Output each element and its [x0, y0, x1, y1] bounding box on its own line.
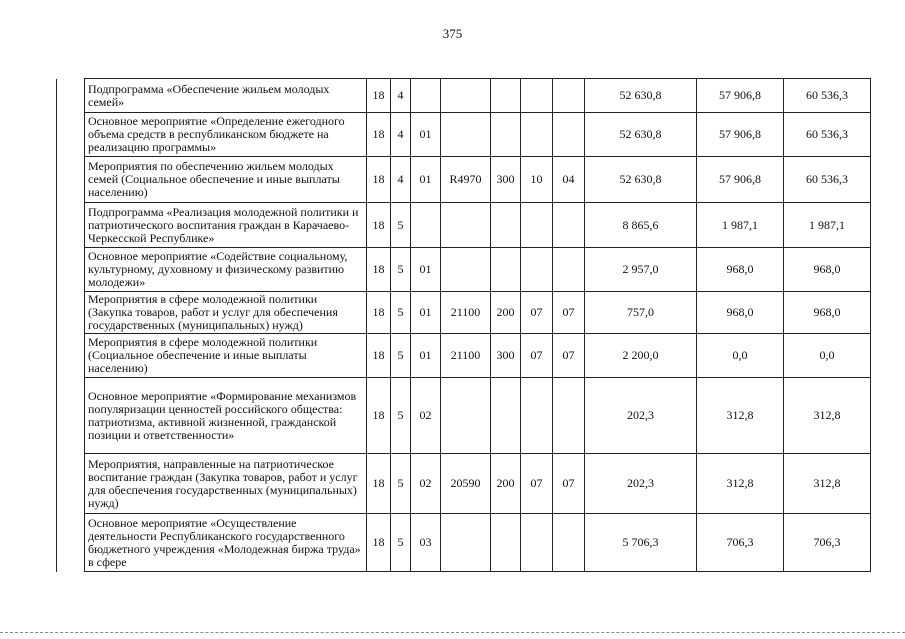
- code-cell: 18: [367, 454, 391, 514]
- table-row: [57, 79, 871, 113]
- budget-table: [56, 78, 871, 572]
- code-cell: 18: [367, 248, 391, 292]
- code-cell: 18: [367, 203, 391, 248]
- code-cell: [553, 248, 585, 292]
- code-cell: 04: [553, 157, 585, 203]
- code-cell: [553, 514, 585, 572]
- code-cell: [521, 248, 553, 292]
- code-cell: 5: [391, 248, 411, 292]
- code-cell: 18: [367, 79, 391, 113]
- amount-cell: 57 906,8: [697, 79, 784, 113]
- code-cell: 21100: [441, 334, 491, 378]
- code-cell: 4: [391, 79, 411, 113]
- amount-cell: 312,8: [784, 378, 871, 454]
- code-cell: 300: [491, 157, 521, 203]
- code-cell: [441, 113, 491, 157]
- code-cell: [521, 203, 553, 248]
- code-cell: [491, 248, 521, 292]
- code-cell: 02: [411, 454, 441, 514]
- code-cell: [411, 203, 441, 248]
- amount-cell: 2 200,0: [585, 334, 697, 378]
- amount-cell: 52 630,8: [585, 79, 697, 113]
- table-row: [57, 248, 871, 292]
- amount-cell: 5 706,3: [585, 514, 697, 572]
- amount-cell: 706,3: [697, 514, 784, 572]
- code-cell: 5: [391, 292, 411, 334]
- amount-cell: 57 906,8: [697, 157, 784, 203]
- blank-cell: [57, 248, 85, 292]
- row-name: Мероприятия в сфере молодежной политики (Социальное обеспечение и иные выплаты населению): [85, 334, 367, 378]
- amount-cell: 312,8: [697, 454, 784, 514]
- table-row: [57, 203, 871, 248]
- amount-cell: 1 987,1: [697, 203, 784, 248]
- code-cell: 02: [411, 378, 441, 454]
- code-cell: 07: [553, 334, 585, 378]
- code-cell: 01: [411, 113, 441, 157]
- code-cell: [441, 378, 491, 454]
- code-cell: [521, 514, 553, 572]
- code-cell: [411, 79, 441, 113]
- amount-cell: 0,0: [784, 334, 871, 378]
- row-name: Мероприятия по обеспечению жильем молодых семей (Социальное обеспечение и иные выплаты населению): [85, 157, 367, 203]
- row-name: Основное мероприятие «Формирование механизмов популяризации ценностей российского общества: патриотизма, активной жизненной, гражданской позиции и ответственности»: [85, 378, 367, 454]
- code-cell: 07: [521, 454, 553, 514]
- amount-cell: 202,3: [585, 454, 697, 514]
- code-cell: [521, 79, 553, 113]
- code-cell: 07: [553, 292, 585, 334]
- code-cell: 01: [411, 157, 441, 203]
- row-name: Подпрограмма «Реализация молодежной политики и патриотического воспитания граждан в Карачаево-Черкесской Республике»: [85, 203, 367, 248]
- scan-edge-line: [0, 632, 905, 633]
- code-cell: [521, 378, 553, 454]
- amount-cell: 312,8: [697, 378, 784, 454]
- row-name: Основное мероприятие «Определение ежегодного объема средств в республиканском бюджете на реализацию программы»: [85, 113, 367, 157]
- blank-cell: [57, 292, 85, 334]
- amount-cell: 52 630,8: [585, 113, 697, 157]
- code-cell: 18: [367, 378, 391, 454]
- code-cell: 18: [367, 292, 391, 334]
- code-cell: R4970: [441, 157, 491, 203]
- code-cell: 5: [391, 454, 411, 514]
- amount-cell: 60 536,3: [784, 79, 871, 113]
- code-cell: [441, 79, 491, 113]
- amount-cell: 968,0: [784, 292, 871, 334]
- code-cell: 07: [553, 454, 585, 514]
- amount-cell: 1 987,1: [784, 203, 871, 248]
- code-cell: [553, 113, 585, 157]
- page-number: 375: [442, 26, 463, 41]
- row-name: Мероприятия, направленные на патриотическое воспитание граждан (Закупка товаров, работ и услуг для обеспечения государственных (муниципальных) нужд): [85, 454, 367, 514]
- code-cell: 300: [491, 334, 521, 378]
- code-cell: [491, 203, 521, 248]
- row-name: Основное мероприятие «Осуществление деятельности Республиканского государственного бюджетного учреждения «Молодежная биржа труда» в сфере: [85, 514, 367, 572]
- amount-cell: 202,3: [585, 378, 697, 454]
- code-cell: 18: [367, 514, 391, 572]
- code-cell: [553, 378, 585, 454]
- blank-cell: [57, 454, 85, 514]
- code-cell: 18: [367, 334, 391, 378]
- code-cell: 10: [521, 157, 553, 203]
- amount-cell: 0,0: [697, 334, 784, 378]
- blank-cell: [57, 334, 85, 378]
- code-cell: 01: [411, 334, 441, 378]
- table-row: [57, 514, 871, 572]
- code-cell: 5: [391, 514, 411, 572]
- code-cell: 4: [391, 157, 411, 203]
- code-cell: [491, 514, 521, 572]
- code-cell: 5: [391, 203, 411, 248]
- amount-cell: 2 957,0: [585, 248, 697, 292]
- code-cell: 20590: [441, 454, 491, 514]
- code-cell: 21100: [441, 292, 491, 334]
- code-cell: [553, 79, 585, 113]
- code-cell: [441, 248, 491, 292]
- table-row: [57, 113, 871, 157]
- amount-cell: 968,0: [697, 248, 784, 292]
- amount-cell: 57 906,8: [697, 113, 784, 157]
- table-row: [57, 454, 871, 514]
- amount-cell: 52 630,8: [585, 157, 697, 203]
- code-cell: 18: [367, 157, 391, 203]
- blank-cell: [57, 203, 85, 248]
- row-name: Основное мероприятие «Содействие социальному, культурному, духовному и физическому развитию молодежи»: [85, 248, 367, 292]
- blank-cell: [57, 79, 85, 113]
- table-row: [57, 292, 871, 334]
- code-cell: 200: [491, 454, 521, 514]
- amount-cell: 8 865,6: [585, 203, 697, 248]
- amount-cell: 757,0: [585, 292, 697, 334]
- blank-cell: [57, 113, 85, 157]
- code-cell: [441, 203, 491, 248]
- blank-cell: [57, 514, 85, 572]
- blank-cell: [57, 157, 85, 203]
- amount-cell: 60 536,3: [784, 157, 871, 203]
- row-name: Мероприятия в сфере молодежной политики (Закупка товаров, работ и услуг для обеспечения государственных (муниципальных) нужд): [85, 292, 367, 334]
- row-name: Подпрограмма «Обеспечение жильем молодых семей»: [85, 79, 367, 113]
- code-cell: 5: [391, 378, 411, 454]
- code-cell: 01: [411, 248, 441, 292]
- code-cell: 5: [391, 334, 411, 378]
- table-row: [57, 157, 871, 203]
- amount-cell: 706,3: [784, 514, 871, 572]
- code-cell: 18: [367, 113, 391, 157]
- code-cell: 200: [491, 292, 521, 334]
- code-cell: 07: [521, 334, 553, 378]
- code-cell: [491, 113, 521, 157]
- amount-cell: 312,8: [784, 454, 871, 514]
- code-cell: [521, 113, 553, 157]
- code-cell: 07: [521, 292, 553, 334]
- blank-cell: [57, 378, 85, 454]
- table-row: [57, 378, 871, 454]
- amount-cell: 968,0: [784, 248, 871, 292]
- amount-cell: 60 536,3: [784, 113, 871, 157]
- code-cell: 03: [411, 514, 441, 572]
- code-cell: [491, 79, 521, 113]
- code-cell: 4: [391, 113, 411, 157]
- table-row: [57, 334, 871, 378]
- code-cell: [553, 203, 585, 248]
- code-cell: [491, 378, 521, 454]
- code-cell: 01: [411, 292, 441, 334]
- code-cell: [441, 514, 491, 572]
- amount-cell: 968,0: [697, 292, 784, 334]
